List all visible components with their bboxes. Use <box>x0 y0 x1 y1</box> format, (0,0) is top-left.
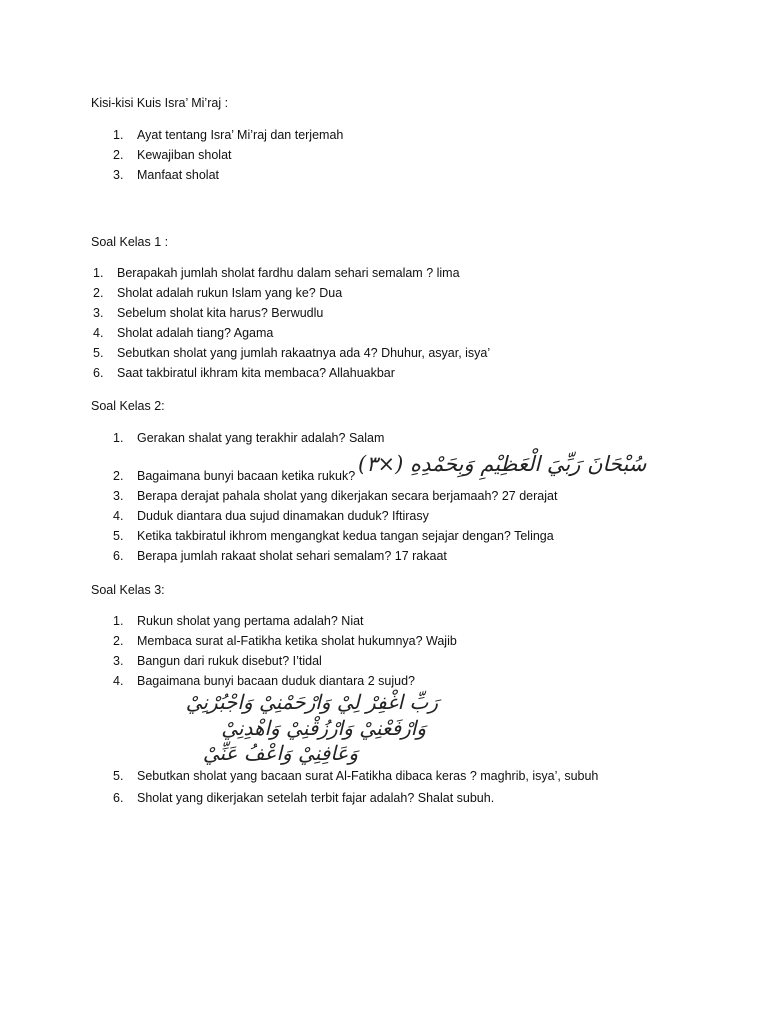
list-item: 4. Duduk diantara dua sujud dinamakan duduk? Iftirasy <box>113 509 429 523</box>
list-item: 5. Ketika takbiratul ikhrom mengangkat kedua tangan sejajar dengan? Telinga <box>113 529 554 543</box>
list-item: 2. Membaca surat al-Fatikha ketika sholat hukumnya? Wajib <box>113 634 457 648</box>
kisi-heading: Kisi-kisi Kuis Isra’ Mi’raj : <box>91 96 229 110</box>
list-item: 5. Sebutkan sholat yang bacaan surat Al-Fatikha dibaca keras ? maghrib, isya’, subuh <box>113 769 599 783</box>
list-item: 1. Ayat tentang Isra’ Mi’raj dan terjemah <box>113 128 344 142</box>
arabic-rukuk-text: سُبْحَانَ رَبِّيَ الْعَظِيْمِ وَبِحَمْدِهِ (×٣) <box>358 452 647 476</box>
list-item: 2. Kewajiban sholat <box>113 148 232 162</box>
list-item: 3. Bangun dari rukuk disebut? I’tidal <box>113 654 322 668</box>
list-item: 6. Berapa jumlah rakaat sholat sehari semalam? 17 rakaat <box>113 549 447 563</box>
list-item: 6. Saat takbiratul ikhram kita membaca? Allahuakbar <box>93 366 395 380</box>
list-item: 3. Berapa derajat pahala sholat yang dikerjakan secara berjamaah? 27 derajat <box>113 489 558 503</box>
list-item: 2. Sholat adalah rukun Islam yang ke? Dua <box>93 286 343 300</box>
list-item: 3. Manfaat sholat <box>113 168 219 182</box>
list-item: 3. Sebelum sholat kita harus? Berwudlu <box>93 306 324 320</box>
list-item: 2. Bagaimana bunyi bacaan ketika rukuk? <box>113 469 356 483</box>
kelas2-heading: Soal Kelas 2: <box>91 399 165 413</box>
list-item: 6. Sholat yang dikerjakan setelah terbit fajar adalah? Shalat subuh. <box>113 791 495 805</box>
list-item: 4. Sholat adalah tiang? Agama <box>93 326 274 340</box>
arabic-duduk-line-3: وَعَافِنِيْ وَاعْفُ عَنِّيْ <box>202 741 358 765</box>
list-item: 5. Sebutkan sholat yang jumlah rakaatnya ada 4? Dhuhur, asyar, isya’ <box>93 346 491 360</box>
kelas3-heading: Soal Kelas 3: <box>91 583 165 597</box>
list-item: 1. Berapakah jumlah sholat fardhu dalam sehari semalam ? lima <box>93 266 460 280</box>
list-item: 4. Bagaimana bunyi bacaan duduk diantara 2 sujud? <box>113 674 415 688</box>
list-item: 1. Gerakan shalat yang terakhir adalah? Salam <box>113 431 385 445</box>
list-item: 1. Rukun sholat yang pertama adalah? Niat <box>113 614 364 628</box>
kelas1-heading: Soal Kelas 1 : <box>91 235 169 249</box>
arabic-duduk-line-1: رَبِّ اغْفِرْ لِيْ وَارْحَمْنِيْ وَاجْبُرْنِيْ <box>185 690 438 714</box>
arabic-duduk-line-2: وَارْفَعْنِيْ وَارْزُقْنِيْ وَاهْدِنِيْ <box>221 716 426 740</box>
